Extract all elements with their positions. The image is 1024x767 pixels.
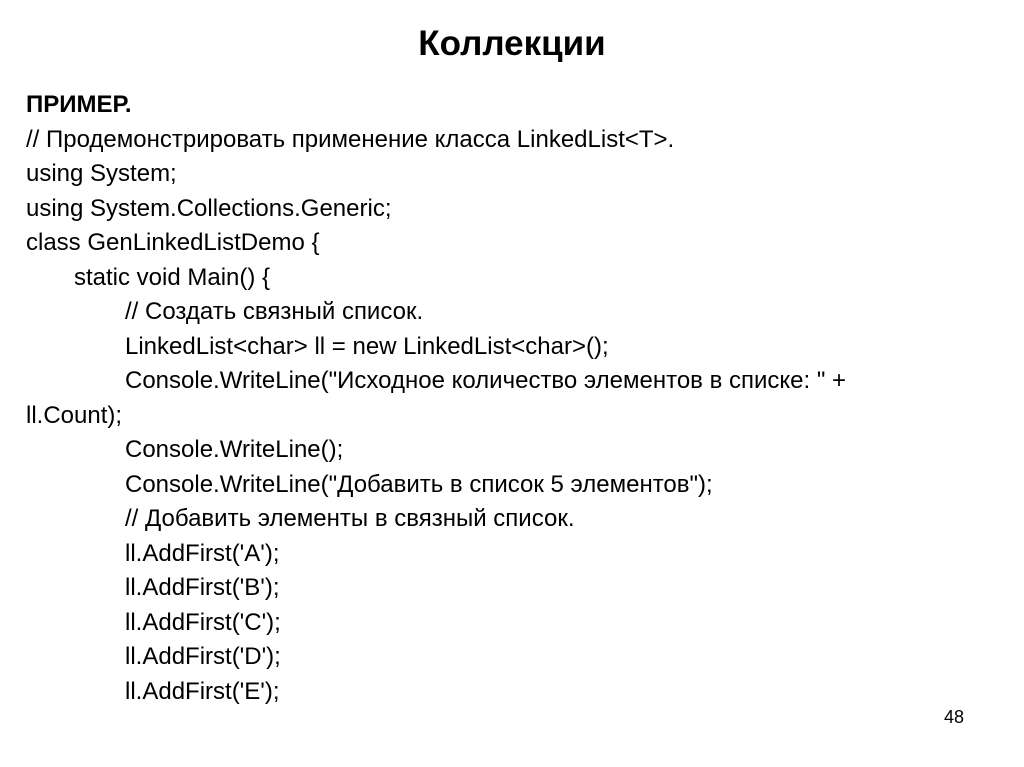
code-method-line: static void Main() { [74,263,271,291]
slide-title: Коллекции [418,24,606,63]
code-comment-line: // Продемонстрировать применение класса LinkedList<T>. [26,125,675,153]
code-comment-line: // Добавить элементы в связный список. [125,505,575,532]
code-statement-line: Console.WriteLine("Добавить в список 5 элементов"); [125,470,713,498]
code-example [26,88,1001,709]
code-statement-line: ll.AddFirst('C'); [125,608,281,636]
code-statement-line: ll.AddFirst('E'); [125,677,280,705]
code-statement-line: ll.AddFirst('D'); [125,643,281,670]
code-using-line: using System; [26,160,177,187]
code-using-line: using System.Collections.Generic; [26,194,392,222]
code-statement-line: Console.WriteLine("Исходное количество элементов в списке: " + [125,367,847,394]
code-class-line: class GenLinkedListDemo { [26,229,320,256]
page-number: 48 [944,707,965,727]
code-statement-line: ll.AddFirst('A'); [125,539,280,567]
code-comment-line: // Создать связный список. [125,298,424,325]
code-statement-line: ll.AddFirst('B'); [125,574,280,601]
code-statement-line: Console.WriteLine(); [125,436,344,463]
code-statement-continuation: ll.Count); [26,401,123,429]
code-statement-line: LinkedList<char> ll = new LinkedList<char>(); [125,332,609,360]
example-heading: ПРИМЕР. [26,91,132,118]
